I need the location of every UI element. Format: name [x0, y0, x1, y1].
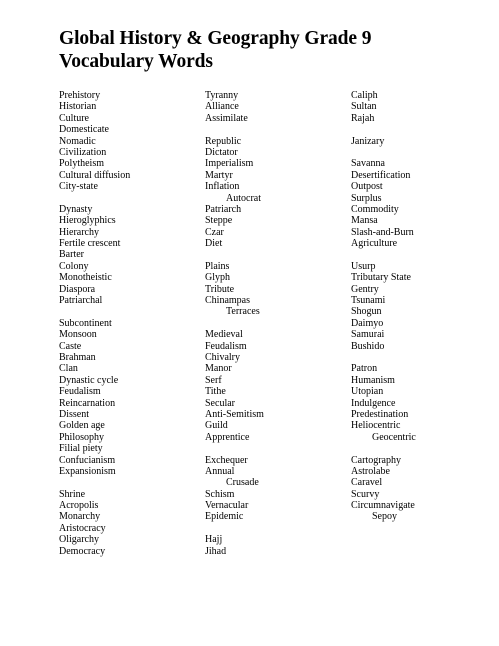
vocabulary-word: Shrine: [59, 488, 86, 500]
vocabulary-word: Fertile crescent: [59, 238, 121, 250]
vocabulary-word: Diet: [205, 238, 223, 250]
vocabulary-word: Domesticate: [59, 124, 109, 136]
vocabulary-word: Clan: [59, 363, 78, 375]
vocabulary-word: Cultural diffusion: [59, 169, 131, 181]
vocabulary-word: Tithe: [205, 386, 226, 398]
vocabulary-word: Dissent: [59, 408, 89, 420]
group-spacer: [59, 306, 199, 317]
vocabulary-word: Heliocentric: [351, 420, 401, 432]
vocabulary-word: Crusade: [226, 477, 259, 489]
vocabulary-word: Steppe: [205, 215, 233, 227]
vocabulary-word: Predestination: [351, 408, 409, 420]
vocabulary-word: Colony: [59, 260, 89, 272]
vocabulary-word: Confucianism: [59, 454, 116, 466]
vocabulary-word: Scurvy: [351, 488, 380, 500]
vocabulary-word: Expansionism: [59, 465, 116, 477]
vocabulary-word: Nomadic: [59, 135, 96, 147]
vocabulary-word: Schism: [205, 488, 235, 500]
vocabulary-word: Astrolabe: [351, 465, 390, 477]
group-spacer: [351, 124, 491, 135]
vocabulary-word: Caliph: [351, 90, 378, 101]
vocabulary-word: Epidemic: [205, 511, 244, 523]
vocabulary-word: Medieval: [205, 329, 243, 341]
vocabulary-word: Barter: [59, 249, 84, 261]
vocabulary-word: Chinampas: [205, 295, 250, 307]
vocabulary-word: Samurai: [351, 329, 385, 341]
vocabulary-word: Culture: [59, 112, 89, 124]
vocabulary-word: Anti-Semitism: [205, 408, 264, 420]
vocabulary-word: Monarchy: [59, 511, 101, 523]
vocabulary-word: Bushido: [351, 340, 385, 352]
vocabulary-word: Historian: [59, 101, 97, 113]
vocabulary-word: Daimyo: [351, 317, 384, 329]
vocabulary-word: Usurp: [351, 260, 376, 272]
vocabulary-word: Tyranny: [205, 90, 239, 101]
vocabulary-word: Vernacular: [205, 500, 249, 512]
vocabulary-word: Reincarnation: [59, 397, 116, 409]
vocabulary-word: Desertification: [351, 169, 411, 181]
vocabulary-word: Terraces: [226, 306, 260, 318]
vocabulary-word: Utopian: [351, 386, 384, 398]
vocabulary-word: Humanism: [351, 374, 395, 386]
vocabulary-word: Filial piety: [59, 443, 103, 455]
vocabulary-word: Circumnavigate: [351, 500, 415, 512]
vocabulary-word: Subcontinent: [59, 317, 112, 329]
vocabulary-word: Outpost: [351, 181, 383, 193]
group-spacer: [205, 523, 345, 534]
vocabulary-word: Dictator: [205, 146, 238, 158]
vocabulary-word: Janizary: [351, 135, 385, 147]
vocabulary-word: Jihad: [205, 545, 227, 557]
vocabulary-word: Oligarchy: [59, 534, 99, 546]
vocabulary-word: Feudalism: [59, 386, 101, 398]
page-title: Global History & Geography Grade 9 Vocabulary Words: [59, 28, 372, 72]
vocabulary-word: Annual: [205, 465, 235, 477]
vocabulary-word: Glyph: [205, 272, 230, 284]
vocabulary-word: Sepoy: [372, 511, 397, 523]
vocabulary-word: Sultan: [351, 101, 377, 113]
group-spacer: [59, 193, 199, 204]
vocabulary-word: Indulgence: [351, 397, 396, 409]
vocabulary-word: Diaspora: [59, 283, 96, 295]
vocabulary-columns: [59, 90, 459, 560]
vocabulary-word: Democracy: [59, 545, 106, 557]
group-spacer: [59, 477, 199, 488]
vocabulary-word: Monsoon: [59, 329, 97, 341]
vocabulary-word: Prehistory: [59, 90, 101, 101]
vocabulary-word: Assimilate: [205, 112, 248, 124]
vocabulary-word: Tsunami: [351, 295, 386, 307]
vocabulary-word: Acropolis: [59, 500, 99, 512]
vocabulary-word: Chivalry: [205, 351, 240, 363]
vocabulary-word: Civilization: [59, 146, 107, 158]
vocabulary-word: Surplus: [351, 192, 382, 204]
vocabulary-word: Mansa: [351, 215, 378, 227]
vocabulary-word: Rajah: [351, 112, 375, 124]
group-spacer: [205, 443, 345, 454]
vocabulary-word: Brahman: [59, 351, 96, 363]
vocabulary-column-1: [59, 90, 199, 557]
group-spacer: [351, 443, 491, 454]
group-spacer: [351, 147, 491, 158]
vocabulary-word: Tributary State: [351, 272, 411, 284]
vocabulary-word: Geocentric: [372, 431, 416, 443]
vocabulary-word: Autocrat: [226, 192, 261, 204]
vocabulary-word: Guild: [205, 420, 228, 432]
vocabulary-word: Cartography: [351, 454, 401, 466]
vocabulary-column-2: [205, 90, 345, 557]
vocabulary-word: Hierarchy: [59, 226, 99, 238]
vocabulary-word: Dynastic cycle: [59, 374, 119, 386]
vocabulary-word: Patron: [351, 363, 378, 375]
vocabulary-word: Tribute: [205, 283, 235, 295]
vocabulary-word: Patriarch: [205, 203, 242, 215]
vocabulary-word: Hajj: [205, 534, 223, 546]
vocabulary-word: Gentry: [351, 283, 379, 295]
vocabulary-word: Commodity: [351, 203, 399, 215]
vocabulary-word: City-state: [59, 181, 98, 193]
vocabulary-word: Hieroglyphics: [59, 215, 116, 227]
vocabulary-word: Plains: [205, 260, 230, 272]
vocabulary-word: Aristocracy: [59, 522, 106, 534]
vocabulary-word: Inflation: [205, 181, 240, 193]
vocabulary-word: Polytheism: [59, 158, 105, 170]
group-spacer: [205, 249, 345, 260]
vocabulary-word: Monotheistic: [59, 272, 112, 284]
vocabulary-column-3: [351, 90, 491, 523]
group-spacer: [351, 249, 491, 260]
vocabulary-word: Alliance: [205, 101, 239, 113]
vocabulary-word: Martyr: [205, 169, 233, 181]
vocabulary-word: Apprentice: [205, 431, 250, 443]
group-spacer: [205, 124, 345, 135]
vocabulary-word: Golden age: [59, 420, 105, 432]
vocabulary-word: Dynasty: [59, 203, 93, 215]
vocabulary-word: Philosophy: [59, 431, 105, 443]
vocabulary-word: Serf: [205, 374, 222, 386]
vocabulary-word: Secular: [205, 397, 235, 409]
vocabulary-word: Republic: [205, 135, 242, 147]
vocabulary-word: Caste: [59, 340, 82, 352]
vocabulary-word: Czar: [205, 226, 224, 238]
group-spacer: [351, 352, 491, 363]
vocabulary-word: Caravel: [351, 477, 383, 489]
vocabulary-word: Slash-and-Burn: [351, 226, 414, 238]
vocabulary-word: Feudalism: [205, 340, 247, 352]
vocabulary-word: Agriculture: [351, 238, 398, 250]
group-spacer: [205, 318, 345, 329]
vocabulary-word: Shogun: [351, 306, 382, 318]
vocabulary-word: Patriarchal: [59, 295, 103, 307]
vocabulary-word: Exchequer: [205, 454, 248, 466]
vocabulary-word: Savanna: [351, 158, 385, 170]
vocabulary-word: Manor: [205, 363, 232, 375]
vocabulary-word: Imperialism: [205, 158, 254, 170]
